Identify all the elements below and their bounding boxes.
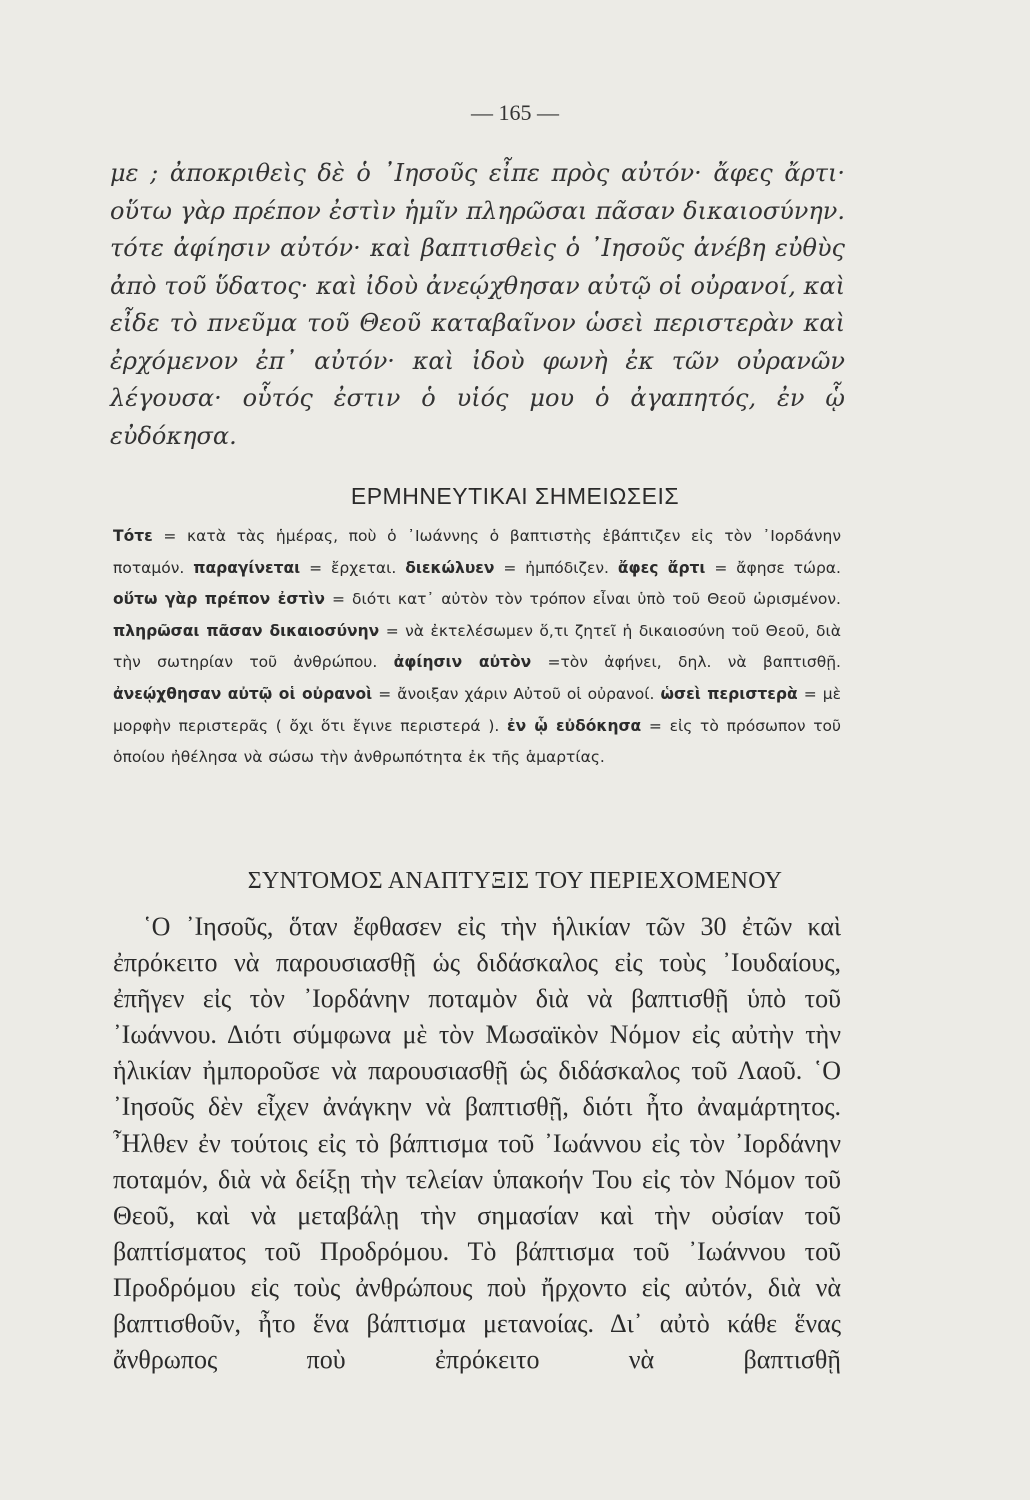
note-definition: = ἄνοιξαν χάριν Αὐτοῦ οἱ οὐρανοί. (378, 684, 655, 703)
note-term: ὡσεὶ περιστερὰ (660, 684, 798, 703)
note-term: πληρῶσαι πᾶσαν δικαιοσύνην (113, 621, 380, 640)
notes-heading: ΕΡΜΗΝΕΥΤΙΚΑΙ ΣΗΜΕΙΩΣΕΙΣ (350, 483, 680, 509)
note-definition: = νὰ ἐκτελέσωμεν ὅ,τι ζητεῖ ἡ δικαιοσύνη τοῦ Θεοῦ, διὰ τὴν σωτηρίαν τοῦ ἀνθρώπου. (113, 621, 841, 672)
note-definition: = ἔρχεται. (309, 558, 397, 577)
note-term: παραγίνεται (193, 558, 301, 577)
interpretive-notes (113, 521, 841, 774)
note-term: ἄφες ἄρτι (617, 558, 706, 577)
note-term: ἀνεῴχθησαν αὐτῷ οἱ οὐρανοὶ (113, 684, 373, 703)
note-term: διεκώλυεν (405, 558, 495, 577)
note-term: ἐν ᾧ εὐδόκησα (507, 716, 642, 735)
page-number: — 165 — (471, 100, 559, 125)
note-definition: =τὸν ἀφήνει, δηλ. νὰ βαπτισθῇ. (547, 653, 841, 672)
note-definition: = διότι κατ᾽ αὐτὸν τὸν τρόπον εἶναι ὑπὸ τοῦ Θεοῦ ὡρισμένον. (331, 590, 841, 609)
note-definition: = μὲ μορφὴν περιστερᾶς ( ὄχι ὅτι ἔγινε περιστερά ). (113, 684, 842, 735)
summary-paragraph: ῾Ο ᾽Ιησοῦς, ὅταν ἔφθασεν εἰς τὴν ἡλικίαν τῶν 30 ἐτῶν καὶ ἐπρόκειτο νὰ παρουσιασθῇ ὡς διδάσκαλος εἰς τοὺς ᾽Ιουδαίους, ἐπῆγεν εἰς τὸν ᾽Ιορδάνην ποταμὸν διὰ νὰ βαπτισθῇ ὑπὸ τοῦ ᾽Ιωάννου. Διότι σύμφωνα μὲ τὸν Μωσαϊκὸν Νόμον εἰς αὐτὴν τὴν ἡλικίαν ἠμποροῦσε νὰ παρουσιασθῇ ὡς διδάσκαλος τοῦ Λαοῦ. ῾Ο ᾽Ιησοῦς δὲν εἶχεν ἀνάγκην νὰ βαπτισθῇ, διότι ἦτο ἀναμάρτητος. ῏Ηλθεν ἐν τούτοις εἰς τὸ βάπτισμα τοῦ ᾽Ιωάννου εἰς τὸν ᾽Ιορδάνην ποταμόν, διὰ νὰ δείξῃ τὴν τελείαν ὑπακοήν Του εἰς τὸν Νόμον τοῦ Θεοῦ, καὶ νὰ μεταβάλῃ τὴν σημασίαν καὶ τὴν οὐσίαν τοῦ βαπτίσματος τοῦ Προδρόμου. Τὸ βάπτισμα τοῦ ᾽Ιωάννου τοῦ Προδρόμου εἰς τοὺς ἀνθρώπους ποὺ ἤρχοντο εἰς αὐτόν, διὰ νὰ βαπτισθοῦν, ἦτο ἕνα βάπτισμα μετανοίας. Δι᾽ αὐτὸ κάθε ἕνας ἄνθρωπος ποὺ ἐπρόκειτο νὰ βαπτισθῇ (113, 912, 841, 1375)
note-definition: = εἰς τὸ πρόσωπον τοῦ ὁποίου ἠθέλησα νὰ σώσω τὴν ἀνθρωπότητα ἐκ τῆς ἁμαρτίας. (113, 716, 841, 767)
summary-heading: ΣΥΝΤΟΜΟΣ ΑΝΑΠΤΥΞΙΣ ΤΟΥ ΠΕΡΙΕΧΟΜΕΝΟΥ (247, 868, 783, 894)
note-term: ἀφίησιν αὐτὸν (393, 653, 532, 672)
note-term: Τότε (113, 527, 153, 545)
scripture-verse: με ; ἀποκριθεὶς δὲ ὁ ᾽Ιησοῦς εἶπε πρὸς αὐτόν· ἄφες ἄρτι· οὕτω γὰρ πρέπον ἐστὶν ἡμῖν πληρῶσαι πᾶσαν δικαιοσύνην. τότε ἀφίησιν αὐτόν· καὶ βαπτισθεὶς ὁ ᾽Ιησοῦς ἀνέβη εὐθὺς ἀπὸ τοῦ ὕδατος· καὶ ἰδοὺ ἀνεῴχθησαν αὐτῷ οἱ οὐρανοί, καὶ εἶδε τὸ πνεῦμα τοῦ Θεοῦ καταβαῖνον ὡσεὶ περιστερὰν καὶ ἐρχόμενον ἐπ᾽ αὐτόν· καὶ ἰδοὺ φωνὴ ἐκ τῶν οὐρανῶν λέγουσα· οὗτός ἐστιν ὁ υἱός μου ὁ ἀγαπητός, ἐν ᾧ εὐδόκησα. (110, 159, 845, 450)
note-definition: = ἄφησε τώρα. (714, 558, 841, 577)
note-term: οὕτω γὰρ πρέπον ἐστὶν (113, 590, 325, 609)
note-definition: = ἠμπόδιζεν. (503, 558, 609, 577)
note-definition: = κατὰ τὰς ἡμέρας, ποὺ ὁ ᾽Ιωάννης ὁ βαπτιστὴς ἐβάπτιζεν εἰς τὸν ᾽Ιορδάνην ποταμόν. (113, 527, 841, 577)
